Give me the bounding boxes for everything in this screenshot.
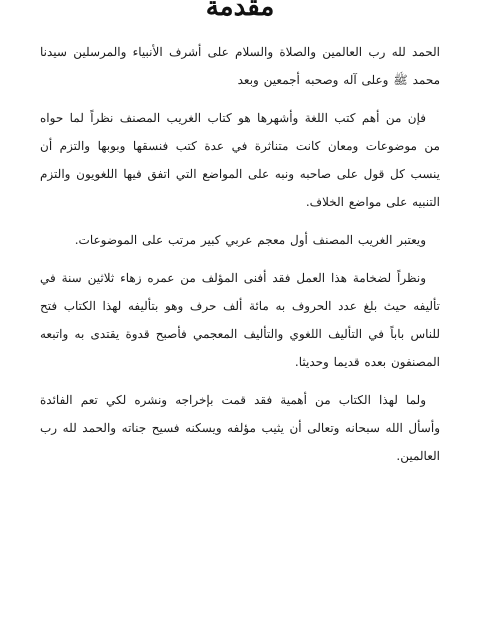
heading-text: مقدمة xyxy=(205,0,275,22)
body-text xyxy=(40,38,440,480)
paragraph-2: فإن من أهم كتب اللغة وأشهرها هو كتاب الغريب المصنف نظراً لما حواه من موضوعات ومعان كانت متناثرة في عدة كتب فنسقها وبوبها والتزم أن ينسب كل قول على صاحبه ونبه على المواضع التي اتفق فيها اللغويون والتزم التنبيه على مواضع الخلاف. xyxy=(40,111,440,209)
paragraph-4: ونظراً لضخامة هذا العمل فقد أفنى المؤلف من عمره زهاء ثلاثين سنة في تأليفه حيث بلغ عدد الحروف به مائة ألف حرف وهو بتأليفه لهذا الكتاب فتح للناس باباً في التأليف اللغوي والتأليف المعجمي فأصبح قدوة يقتدى به واتبعه المصنفون بعده قديما وحديثا. xyxy=(40,271,441,369)
paragraph-1: الحمد لله رب العالمين والصلاة والسلام على أشرف الأنبياء والمرسلين سيدنا محمد ﷺ وعلى آله وصحبه أجمعين وبعد xyxy=(40,45,440,87)
paragraph-3: ويعتبر الغريب المصنف أول معجم عربي كبير مرتب على الموضوعات. xyxy=(74,233,426,247)
page-heading xyxy=(0,0,480,22)
paragraph-5: ولما لهذا الكتاب من أهمية فقد قمت بإخراجه ونشره لكي تعم الفائدة وأسأل الله سبحانه وتعالى أن يثيب مؤلفه ويسكنه فسيح جناته والحمد لله رب العالمين. xyxy=(40,393,440,463)
